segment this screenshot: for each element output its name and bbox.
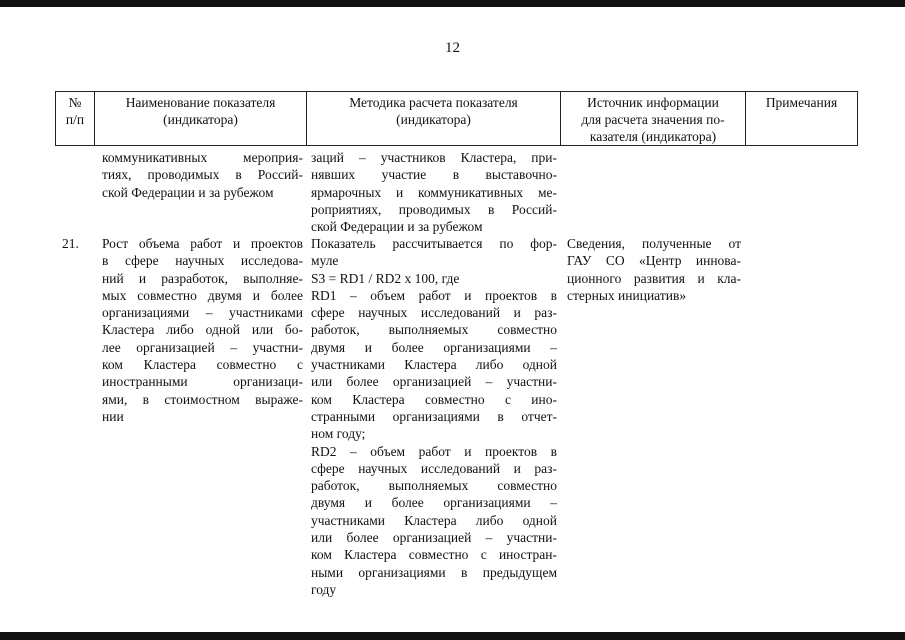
header-number: № п/п: [65, 95, 85, 127]
row21-info-source: Сведения, полученные от ГАУ СО «Центр иннова- ционного развития и кла- стерных инициатив»: [567, 236, 741, 303]
row21-indicator-name: Рост объема работ и проектов в сфере научных исследова- ний и разработок, выполняе- мых совместно двумя и более организациями – участниками Кластера либо одной или бо- лее организацией – участни- ком Кластера совместно с иностранными организаци- ями, в стоимостном выраже- нии: [102, 236, 303, 424]
header-calc-method: Методика расчета показателя (индикатора): [349, 95, 518, 127]
header-divider: [857, 91, 858, 146]
header-notes: Примечания: [765, 95, 838, 110]
row-number: 21.: [62, 236, 79, 251]
header-bottom-rule: [55, 145, 857, 146]
header-top-rule: [55, 91, 857, 92]
bottom-border: [0, 632, 905, 640]
continued-row-method: заций – участников Кластера, при- нявших участие в выставочно- ярмарочных и коммуникативных ме- роприятиях, проводимых в Россий- ской Федерации и за рубежом: [311, 150, 557, 235]
header-indicator-name: Наименование показателя (индикатора): [125, 95, 276, 127]
continued-row-name: коммуникативных мероприя- тиях, проводимых в Россий- ской Федерации и за рубежом: [102, 150, 303, 200]
row21-calc-method: Показатель рассчитывается по фор- муле S3 = RD1 / RD2 x 100, где RD1 – объем работ и проектов в сфере научных исследований и раз- работок, выполняемых совместно двумя и более организациями – участниками Кластера либо одной или более организацией – участни- ком Кластера совместно с ино- странными организациями в отчет- ном году; RD2 – объем работ и проектов в сфере научных исследований и раз- работок, выполняемых совместно двумя и более организациями – участниками Кластера либо одной или более организацией – участни- ком Кластера совместно с иностран- ными организациями в предыдущем году: [311, 236, 557, 597]
header-info-source: Источник информации для расчета значения по- казателя (индикатора): [581, 95, 725, 144]
page-number: 12: [445, 40, 460, 56]
top-border: [0, 0, 905, 7]
